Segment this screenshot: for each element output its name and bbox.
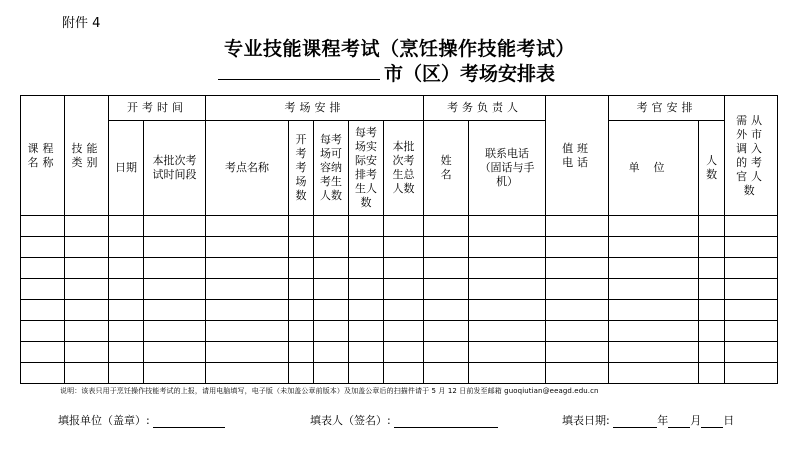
table-cell[interactable] <box>609 258 699 279</box>
table-cell[interactable] <box>609 363 699 384</box>
table-cell[interactable] <box>289 258 314 279</box>
table-cell[interactable] <box>699 279 725 300</box>
exam-arrangement-table <box>20 95 778 384</box>
table-cell[interactable] <box>699 300 725 321</box>
table-cell[interactable] <box>349 237 384 258</box>
table-cell[interactable] <box>144 216 206 237</box>
table-cell[interactable] <box>144 342 206 363</box>
table-cell[interactable] <box>65 342 109 363</box>
table-cell[interactable] <box>725 300 778 321</box>
header-date: 日期 <box>109 121 144 216</box>
table-cell[interactable] <box>21 258 65 279</box>
table-cell[interactable] <box>609 342 699 363</box>
table-cell[interactable] <box>546 321 609 342</box>
table-cell[interactable] <box>384 216 424 237</box>
table-cell[interactable] <box>384 279 424 300</box>
table-row <box>21 216 778 237</box>
city-blank-line[interactable] <box>218 79 380 80</box>
table-cell[interactable] <box>424 237 469 258</box>
table-cell[interactable] <box>349 258 384 279</box>
table-cell[interactable] <box>725 279 778 300</box>
table-row <box>21 363 778 384</box>
table-cell[interactable] <box>384 237 424 258</box>
table-row <box>21 258 778 279</box>
table-cell[interactable] <box>21 321 65 342</box>
day-input-line[interactable] <box>701 415 723 428</box>
footer-date <box>562 412 734 428</box>
table-cell[interactable] <box>384 363 424 384</box>
table-cell[interactable] <box>546 279 609 300</box>
table-cell[interactable] <box>469 342 546 363</box>
table-cell[interactable] <box>424 363 469 384</box>
table-cell[interactable] <box>424 216 469 237</box>
table-cell[interactable] <box>314 258 349 279</box>
year-label: 年 <box>657 414 669 427</box>
table-cell[interactable] <box>469 258 546 279</box>
table-cell[interactable] <box>109 342 144 363</box>
table-cell[interactable] <box>144 237 206 258</box>
table-cell[interactable] <box>609 216 699 237</box>
header-total: 本批次考生总人数 <box>384 121 424 216</box>
table-cell[interactable] <box>144 321 206 342</box>
table-cell[interactable] <box>314 321 349 342</box>
table-cell[interactable] <box>424 321 469 342</box>
table-cell[interactable] <box>349 321 384 342</box>
document-title: 专业技能课程考试（烹饪操作技能考试） <box>223 38 575 60</box>
table-cell[interactable] <box>289 300 314 321</box>
header-capacity: 每考场可容纳考生人数 <box>314 121 349 216</box>
explanation-note: 说明：该表只用于烹饪操作技能考试的上报，请用电脑填写，电子版（未加盖公章前版本）及加盖公章后的扫描件请于 5 月 12 日前发至邮箱 guoqiutian@eeagd.edu.cn <box>60 387 599 395</box>
table-cell[interactable] <box>21 300 65 321</box>
table-cell[interactable] <box>314 363 349 384</box>
table-cell[interactable] <box>314 279 349 300</box>
table-cell[interactable] <box>609 237 699 258</box>
table-cell[interactable] <box>21 237 65 258</box>
table-cell[interactable] <box>206 216 289 237</box>
unit-input-line[interactable] <box>153 415 225 428</box>
table-cell[interactable] <box>384 342 424 363</box>
footer-unit <box>58 412 225 428</box>
table-cell[interactable] <box>469 300 546 321</box>
table-cell[interactable] <box>384 258 424 279</box>
table-cell[interactable] <box>314 300 349 321</box>
table-cell[interactable] <box>206 321 289 342</box>
table-cell[interactable] <box>349 216 384 237</box>
table-cell[interactable] <box>725 258 778 279</box>
table-cell[interactable] <box>314 342 349 363</box>
table-cell[interactable] <box>65 237 109 258</box>
footer-filler-label: 填表人（签名）: <box>310 414 391 427</box>
table-cell[interactable] <box>289 237 314 258</box>
day-label: 日 <box>723 414 735 427</box>
header-exam-arrangement: 考场安排 <box>206 96 424 121</box>
table-cell[interactable] <box>699 342 725 363</box>
table-cell[interactable] <box>424 342 469 363</box>
table-cell[interactable] <box>349 363 384 384</box>
table-cell[interactable] <box>725 321 778 342</box>
table-cell[interactable] <box>546 363 609 384</box>
table-cell[interactable] <box>65 321 109 342</box>
table-cell[interactable] <box>289 342 314 363</box>
table-cell[interactable] <box>699 321 725 342</box>
table-cell[interactable] <box>206 237 289 258</box>
table-cell[interactable] <box>699 258 725 279</box>
table-cell[interactable] <box>65 216 109 237</box>
footer-unit-label: 填报单位（盖章）: <box>58 414 150 427</box>
table-cell[interactable] <box>289 363 314 384</box>
year-input-line[interactable] <box>613 415 657 428</box>
table-cell[interactable] <box>206 258 289 279</box>
attachment-label: 附件 4 <box>62 16 101 31</box>
table-cell[interactable] <box>424 279 469 300</box>
month-label: 月 <box>690 414 702 427</box>
table-cell[interactable] <box>109 300 144 321</box>
footer-filler <box>310 412 498 428</box>
table-cell[interactable] <box>109 237 144 258</box>
table-cell[interactable] <box>144 258 206 279</box>
header-people: 人数 <box>699 121 725 216</box>
table-cell[interactable] <box>469 321 546 342</box>
table-cell[interactable] <box>349 279 384 300</box>
table-cell[interactable] <box>424 300 469 321</box>
table-cell[interactable] <box>725 216 778 237</box>
header-officer-name: 姓名 <box>424 121 469 216</box>
table-cell[interactable] <box>469 279 546 300</box>
table-cell[interactable] <box>65 300 109 321</box>
table-cell[interactable] <box>546 342 609 363</box>
table-cell[interactable] <box>21 342 65 363</box>
table-cell[interactable] <box>725 342 778 363</box>
header-rooms-count: 开考考场数 <box>289 121 314 216</box>
footer-date-label: 填表日期: <box>562 414 610 427</box>
table-cell[interactable] <box>21 363 65 384</box>
table-cell[interactable] <box>609 300 699 321</box>
month-input-line[interactable] <box>668 415 690 428</box>
header-unit: 单位 <box>609 121 699 216</box>
header-outside-examiners: 需从外市调入的考官人数 <box>725 96 778 216</box>
table-cell[interactable] <box>469 216 546 237</box>
table-cell[interactable] <box>546 300 609 321</box>
table-cell[interactable] <box>609 321 699 342</box>
table-cell[interactable] <box>109 216 144 237</box>
table-cell[interactable] <box>144 300 206 321</box>
table-cell[interactable] <box>314 237 349 258</box>
table-row <box>21 300 778 321</box>
table-cell[interactable] <box>725 237 778 258</box>
table-cell[interactable] <box>21 216 65 237</box>
table-cell[interactable] <box>384 300 424 321</box>
header-exam-officer: 考务负责人 <box>424 96 546 121</box>
table-cell[interactable] <box>349 342 384 363</box>
table-cell[interactable] <box>21 279 65 300</box>
table-cell[interactable] <box>206 342 289 363</box>
table-cell[interactable] <box>546 216 609 237</box>
table-cell[interactable] <box>546 237 609 258</box>
header-skill-type: 技能类别 <box>65 96 109 216</box>
table-cell[interactable] <box>206 300 289 321</box>
filler-input-line[interactable] <box>394 415 498 428</box>
table-row <box>21 237 778 258</box>
table-cell[interactable] <box>109 279 144 300</box>
header-examiner-arrangement: 考官安排 <box>609 96 725 121</box>
table-cell[interactable] <box>609 279 699 300</box>
table-cell[interactable] <box>699 216 725 237</box>
subtitle-text: 市（区）考场安排表 <box>384 63 556 85</box>
table-cell[interactable] <box>699 237 725 258</box>
table-cell[interactable] <box>65 258 109 279</box>
table-cell[interactable] <box>206 363 289 384</box>
table-cell[interactable] <box>469 363 546 384</box>
header-duty-phone: 值班电话 <box>546 96 609 216</box>
table-cell[interactable] <box>109 363 144 384</box>
table-cell[interactable] <box>289 216 314 237</box>
header-course-name: 课程名称 <box>21 96 65 216</box>
table-cell[interactable] <box>109 321 144 342</box>
table-cell[interactable] <box>109 258 144 279</box>
table-cell[interactable] <box>384 321 424 342</box>
table-cell[interactable] <box>289 279 314 300</box>
table-cell[interactable] <box>144 279 206 300</box>
header-officer-phone: 联系电话（固话与手机） <box>469 121 546 216</box>
document-subtitle <box>218 59 598 85</box>
header-session-time: 本批次考试时间段 <box>144 121 206 216</box>
table-cell[interactable] <box>469 237 546 258</box>
table-row <box>21 321 778 342</box>
header-actual: 每考场实际安排考生人数 <box>349 121 384 216</box>
header-exam-time: 开考时间 <box>109 96 206 121</box>
table-cell[interactable] <box>206 279 289 300</box>
table-row <box>21 279 778 300</box>
table-cell[interactable] <box>144 363 206 384</box>
table-cell[interactable] <box>65 363 109 384</box>
header-site-name: 考点名称 <box>206 121 289 216</box>
table-cell[interactable] <box>546 258 609 279</box>
table-cell[interactable] <box>314 216 349 237</box>
table-cell[interactable] <box>349 300 384 321</box>
table-cell[interactable] <box>289 321 314 342</box>
table-row <box>21 342 778 363</box>
table-cell[interactable] <box>725 363 778 384</box>
table-body <box>21 216 778 384</box>
table-cell[interactable] <box>424 258 469 279</box>
table-cell[interactable] <box>65 279 109 300</box>
table-cell[interactable] <box>699 363 725 384</box>
